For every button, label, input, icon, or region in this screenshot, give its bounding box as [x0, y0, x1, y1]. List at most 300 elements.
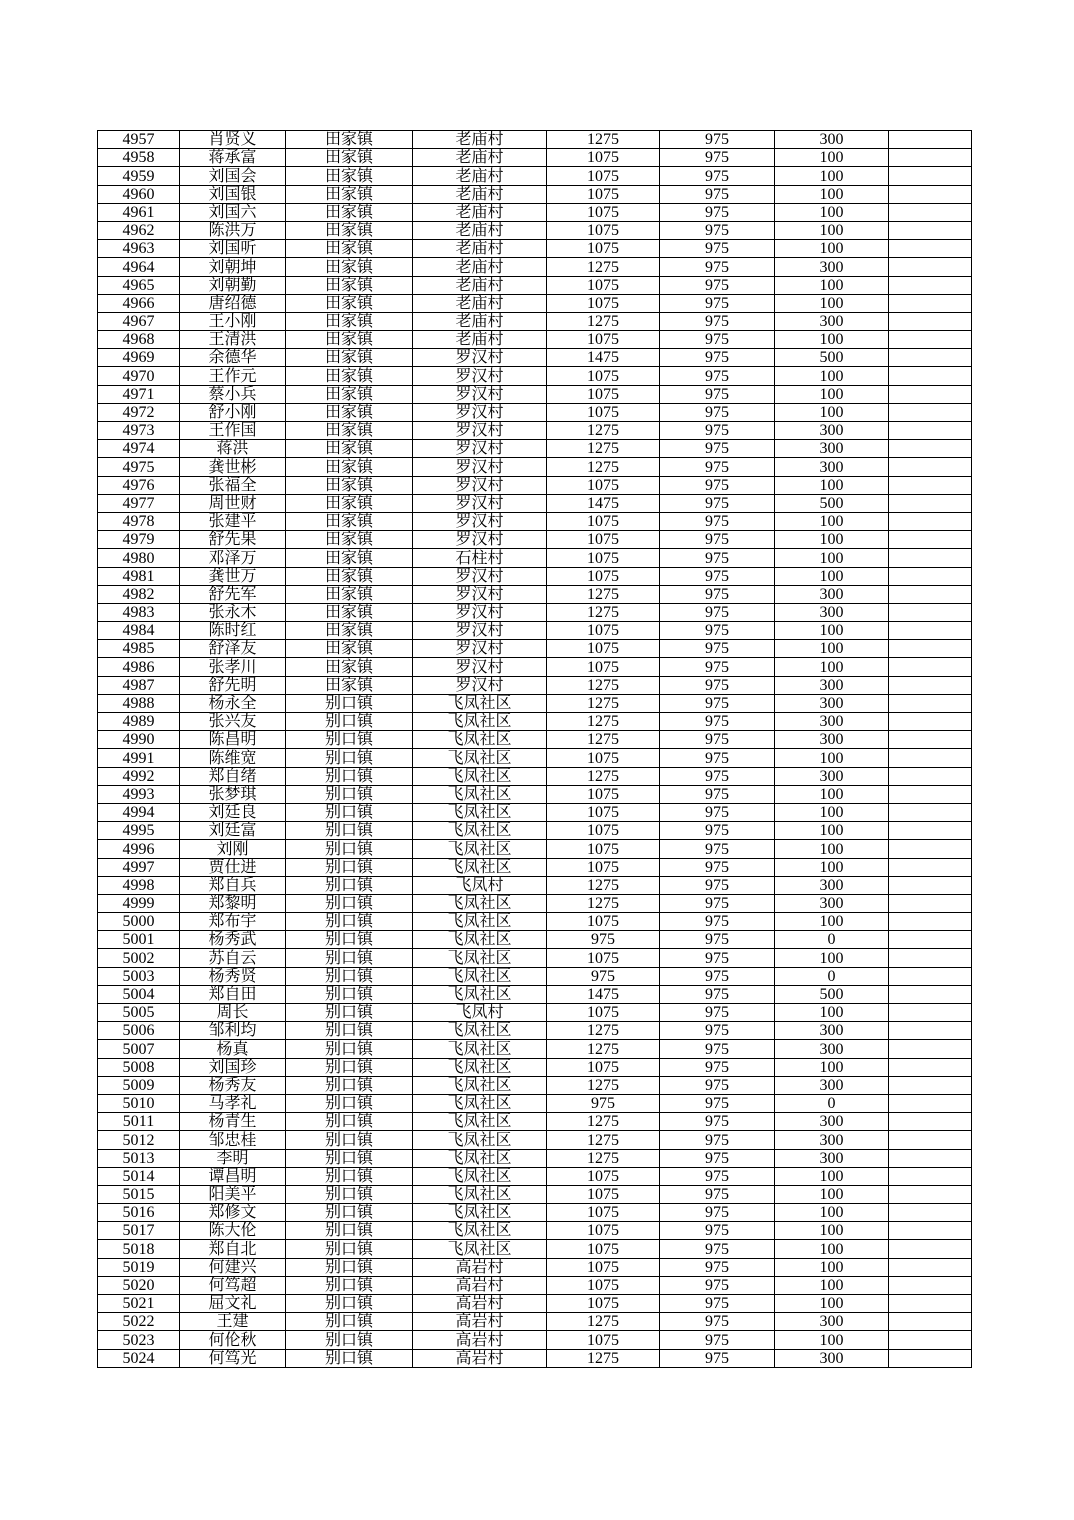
remark-cell [889, 876, 972, 894]
remark-cell [889, 658, 972, 676]
amount-base-cell: 975 [660, 985, 775, 1003]
amount-total-cell: 1075 [547, 531, 660, 549]
name-cell: 龚世彬 [180, 458, 286, 476]
row-number-cell: 5012 [98, 1131, 180, 1149]
name-cell: 周世财 [180, 494, 286, 512]
village-cell: 罗汉村 [413, 349, 547, 367]
row-number-cell: 5017 [98, 1222, 180, 1240]
town-cell: 田家镇 [286, 549, 413, 567]
amount-total-cell: 1275 [547, 1149, 660, 1167]
amount-difference-cell: 300 [775, 1149, 889, 1167]
village-cell: 老庙村 [413, 131, 547, 149]
amount-base-cell: 975 [660, 1185, 775, 1203]
table-row [98, 1331, 972, 1349]
remark-cell [889, 1313, 972, 1331]
village-cell: 高岩村 [413, 1349, 547, 1367]
remark-cell [889, 385, 972, 403]
table-row [98, 185, 972, 203]
town-cell: 别口镇 [286, 913, 413, 931]
village-cell: 罗汉村 [413, 603, 547, 621]
name-cell: 谭昌明 [180, 1167, 286, 1185]
name-cell: 龚世万 [180, 567, 286, 585]
table-row [98, 549, 972, 567]
town-cell: 田家镇 [286, 422, 413, 440]
amount-total-cell: 1075 [547, 567, 660, 585]
amount-difference-cell: 100 [775, 1204, 889, 1222]
remark-cell [889, 1131, 972, 1149]
amount-total-cell: 1075 [547, 1185, 660, 1203]
table-row [98, 749, 972, 767]
town-cell: 别口镇 [286, 749, 413, 767]
row-number-cell: 5018 [98, 1240, 180, 1258]
amount-base-cell: 975 [660, 622, 775, 640]
row-number-cell: 4994 [98, 803, 180, 821]
town-cell: 别口镇 [286, 785, 413, 803]
name-cell: 屈文礼 [180, 1295, 286, 1313]
town-cell: 田家镇 [286, 349, 413, 367]
row-number-cell: 5004 [98, 985, 180, 1003]
row-number-cell: 5006 [98, 1022, 180, 1040]
town-cell: 别口镇 [286, 1204, 413, 1222]
town-cell: 别口镇 [286, 840, 413, 858]
town-cell: 别口镇 [286, 1167, 413, 1185]
remark-cell [889, 913, 972, 931]
remark-cell [889, 1258, 972, 1276]
remark-cell [889, 1058, 972, 1076]
village-cell: 飞凤社区 [413, 803, 547, 821]
table-row [98, 1076, 972, 1094]
village-cell: 高岩村 [413, 1276, 547, 1294]
amount-base-cell: 975 [660, 676, 775, 694]
amount-difference-cell: 500 [775, 349, 889, 367]
amount-total-cell: 1075 [547, 822, 660, 840]
row-number-cell: 4972 [98, 403, 180, 421]
name-cell: 李明 [180, 1149, 286, 1167]
remark-cell [889, 258, 972, 276]
row-number-cell: 5005 [98, 1004, 180, 1022]
amount-base-cell: 975 [660, 531, 775, 549]
town-cell: 别口镇 [286, 931, 413, 949]
amount-difference-cell: 100 [775, 512, 889, 530]
name-cell: 陈大伦 [180, 1222, 286, 1240]
amount-difference-cell: 300 [775, 258, 889, 276]
name-cell: 何建兴 [180, 1258, 286, 1276]
name-cell: 陈洪万 [180, 221, 286, 239]
village-cell: 罗汉村 [413, 494, 547, 512]
village-cell: 老庙村 [413, 149, 547, 167]
table-row [98, 240, 972, 258]
amount-total-cell: 975 [547, 1094, 660, 1112]
town-cell: 田家镇 [286, 531, 413, 549]
row-number-cell: 4988 [98, 694, 180, 712]
row-number-cell: 4964 [98, 258, 180, 276]
name-cell: 郑黎明 [180, 894, 286, 912]
town-cell: 别口镇 [286, 1276, 413, 1294]
town-cell: 别口镇 [286, 1058, 413, 1076]
row-number-cell: 4999 [98, 894, 180, 912]
row-number-cell: 4984 [98, 622, 180, 640]
amount-total-cell: 1075 [547, 1222, 660, 1240]
row-number-cell: 5019 [98, 1258, 180, 1276]
table-row [98, 585, 972, 603]
amount-base-cell: 975 [660, 1295, 775, 1313]
row-number-cell: 4978 [98, 512, 180, 530]
amount-base-cell: 975 [660, 294, 775, 312]
amount-difference-cell: 100 [775, 949, 889, 967]
remark-cell [889, 1094, 972, 1112]
amount-total-cell: 1275 [547, 767, 660, 785]
remark-cell [889, 149, 972, 167]
name-cell: 郑布宇 [180, 913, 286, 931]
amount-difference-cell: 100 [775, 840, 889, 858]
row-number-cell: 4976 [98, 476, 180, 494]
name-cell: 肖贤义 [180, 131, 286, 149]
town-cell: 田家镇 [286, 312, 413, 330]
amount-difference-cell: 300 [775, 676, 889, 694]
remark-cell [889, 549, 972, 567]
town-cell: 田家镇 [286, 676, 413, 694]
amount-total-cell: 1075 [547, 1204, 660, 1222]
name-cell: 邹忠桂 [180, 1131, 286, 1149]
name-cell: 刘廷富 [180, 822, 286, 840]
name-cell: 刘国会 [180, 167, 286, 185]
table-row [98, 476, 972, 494]
town-cell: 田家镇 [286, 585, 413, 603]
amount-base-cell: 975 [660, 440, 775, 458]
table-row [98, 985, 972, 1003]
amount-base-cell: 975 [660, 476, 775, 494]
row-number-cell: 4970 [98, 367, 180, 385]
amount-difference-cell: 100 [775, 294, 889, 312]
village-cell: 飞凤社区 [413, 1149, 547, 1167]
village-cell: 飞凤社区 [413, 1022, 547, 1040]
amount-base-cell: 975 [660, 494, 775, 512]
amount-total-cell: 1275 [547, 713, 660, 731]
amount-base-cell: 975 [660, 713, 775, 731]
amount-base-cell: 975 [660, 749, 775, 767]
amount-base-cell: 975 [660, 785, 775, 803]
row-number-cell: 4995 [98, 822, 180, 840]
row-number-cell: 4967 [98, 312, 180, 330]
name-cell: 杨真 [180, 1040, 286, 1058]
table-row [98, 440, 972, 458]
row-number-cell: 4963 [98, 240, 180, 258]
amount-total-cell: 1075 [547, 331, 660, 349]
town-cell: 别口镇 [286, 1076, 413, 1094]
row-number-cell: 4991 [98, 749, 180, 767]
amount-base-cell: 975 [660, 349, 775, 367]
table-row [98, 676, 972, 694]
amount-total-cell: 1075 [547, 949, 660, 967]
village-cell: 飞凤社区 [413, 1204, 547, 1222]
name-cell: 张永木 [180, 603, 286, 621]
amount-base-cell: 975 [660, 1076, 775, 1094]
village-cell: 飞凤社区 [413, 822, 547, 840]
table-row [98, 167, 972, 185]
row-number-cell: 5016 [98, 1204, 180, 1222]
amount-total-cell: 1075 [547, 658, 660, 676]
row-number-cell: 5011 [98, 1113, 180, 1131]
name-cell: 周长 [180, 1004, 286, 1022]
remark-cell [889, 1040, 972, 1058]
remark-cell [889, 1185, 972, 1203]
amount-total-cell: 1075 [547, 1276, 660, 1294]
town-cell: 田家镇 [286, 385, 413, 403]
amount-total-cell: 1075 [547, 1240, 660, 1258]
remark-cell [889, 422, 972, 440]
remark-cell [889, 185, 972, 203]
remark-cell [889, 985, 972, 1003]
table-row [98, 1240, 972, 1258]
town-cell: 田家镇 [286, 149, 413, 167]
amount-difference-cell: 100 [775, 1276, 889, 1294]
amount-total-cell: 1075 [547, 913, 660, 931]
town-cell: 别口镇 [286, 1094, 413, 1112]
name-cell: 何伦秋 [180, 1331, 286, 1349]
town-cell: 田家镇 [286, 367, 413, 385]
amount-base-cell: 975 [660, 567, 775, 585]
town-cell: 田家镇 [286, 331, 413, 349]
remark-cell [889, 512, 972, 530]
amount-difference-cell: 300 [775, 1349, 889, 1367]
remark-cell [889, 1331, 972, 1349]
town-cell: 田家镇 [286, 640, 413, 658]
amount-difference-cell: 100 [775, 1004, 889, 1022]
town-cell: 田家镇 [286, 658, 413, 676]
amount-base-cell: 975 [660, 1222, 775, 1240]
town-cell: 别口镇 [286, 1040, 413, 1058]
amount-base-cell: 975 [660, 858, 775, 876]
name-cell: 刘国珍 [180, 1058, 286, 1076]
amount-difference-cell: 100 [775, 1222, 889, 1240]
amount-base-cell: 975 [660, 185, 775, 203]
amount-difference-cell: 100 [775, 622, 889, 640]
name-cell: 郑自田 [180, 985, 286, 1003]
town-cell: 田家镇 [286, 167, 413, 185]
town-cell: 田家镇 [286, 403, 413, 421]
table-row [98, 458, 972, 476]
amount-base-cell: 975 [660, 422, 775, 440]
amount-total-cell: 1075 [547, 840, 660, 858]
amount-difference-cell: 100 [775, 567, 889, 585]
table-row [98, 931, 972, 949]
name-cell: 刘刚 [180, 840, 286, 858]
amount-base-cell: 975 [660, 894, 775, 912]
table-row [98, 713, 972, 731]
village-cell: 飞凤村 [413, 876, 547, 894]
row-number-cell: 4971 [98, 385, 180, 403]
row-number-cell: 4979 [98, 531, 180, 549]
village-cell: 飞凤社区 [413, 694, 547, 712]
table-row [98, 840, 972, 858]
name-cell: 舒先军 [180, 585, 286, 603]
amount-base-cell: 975 [660, 221, 775, 239]
amount-base-cell: 975 [660, 131, 775, 149]
row-number-cell: 4980 [98, 549, 180, 567]
amount-total-cell: 1275 [547, 312, 660, 330]
table-row [98, 731, 972, 749]
table-row [98, 622, 972, 640]
row-number-cell: 4959 [98, 167, 180, 185]
town-cell: 别口镇 [286, 1131, 413, 1149]
town-cell: 田家镇 [286, 458, 413, 476]
village-cell: 罗汉村 [413, 367, 547, 385]
town-cell: 田家镇 [286, 185, 413, 203]
town-cell: 田家镇 [286, 494, 413, 512]
village-cell: 罗汉村 [413, 585, 547, 603]
amount-base-cell: 975 [660, 1313, 775, 1331]
village-cell: 飞凤社区 [413, 1240, 547, 1258]
village-cell: 飞凤社区 [413, 785, 547, 803]
amount-difference-cell: 0 [775, 1094, 889, 1112]
remark-cell [889, 349, 972, 367]
amount-base-cell: 975 [660, 694, 775, 712]
amount-total-cell: 1275 [547, 731, 660, 749]
village-cell: 飞凤社区 [413, 931, 547, 949]
table-row [98, 203, 972, 221]
name-cell: 何笃光 [180, 1349, 286, 1367]
table-row [98, 1131, 972, 1149]
name-cell: 陈时红 [180, 622, 286, 640]
amount-difference-cell: 300 [775, 422, 889, 440]
table-row [98, 1113, 972, 1131]
table-row [98, 603, 972, 621]
village-cell: 飞凤村 [413, 1004, 547, 1022]
amount-difference-cell: 100 [775, 331, 889, 349]
amount-base-cell: 975 [660, 149, 775, 167]
row-number-cell: 4989 [98, 713, 180, 731]
village-cell: 罗汉村 [413, 458, 547, 476]
town-cell: 别口镇 [286, 1113, 413, 1131]
amount-difference-cell: 100 [775, 240, 889, 258]
village-cell: 飞凤社区 [413, 894, 547, 912]
amount-total-cell: 1075 [547, 476, 660, 494]
remark-cell [889, 131, 972, 149]
name-cell: 蒋洪 [180, 440, 286, 458]
name-cell: 刘朝坤 [180, 258, 286, 276]
row-number-cell: 4974 [98, 440, 180, 458]
remark-cell [889, 822, 972, 840]
name-cell: 蔡小兵 [180, 385, 286, 403]
name-cell: 舒泽友 [180, 640, 286, 658]
name-cell: 张梦琪 [180, 785, 286, 803]
data-table [97, 130, 972, 1368]
amount-total-cell: 1275 [547, 603, 660, 621]
town-cell: 别口镇 [286, 1258, 413, 1276]
row-number-cell: 4993 [98, 785, 180, 803]
remark-cell [889, 767, 972, 785]
table-row [98, 1004, 972, 1022]
remark-cell [889, 1295, 972, 1313]
village-cell: 飞凤社区 [413, 767, 547, 785]
remark-cell [889, 967, 972, 985]
amount-difference-cell: 100 [775, 785, 889, 803]
table-row [98, 876, 972, 894]
table-row [98, 1313, 972, 1331]
remark-cell [889, 749, 972, 767]
remark-cell [889, 294, 972, 312]
village-cell: 高岩村 [413, 1258, 547, 1276]
amount-total-cell: 1275 [547, 585, 660, 603]
amount-total-cell: 1075 [547, 1258, 660, 1276]
town-cell: 别口镇 [286, 731, 413, 749]
name-cell: 王作国 [180, 422, 286, 440]
table-row [98, 494, 972, 512]
name-cell: 张建平 [180, 512, 286, 530]
amount-base-cell: 975 [660, 458, 775, 476]
village-cell: 飞凤社区 [413, 858, 547, 876]
amount-total-cell: 1075 [547, 385, 660, 403]
amount-base-cell: 975 [660, 1058, 775, 1076]
amount-difference-cell: 100 [775, 167, 889, 185]
village-cell: 飞凤社区 [413, 1076, 547, 1094]
remark-cell [889, 494, 972, 512]
town-cell: 别口镇 [286, 858, 413, 876]
amount-difference-cell: 300 [775, 876, 889, 894]
amount-base-cell: 975 [660, 1040, 775, 1058]
amount-total-cell: 1075 [547, 1331, 660, 1349]
amount-difference-cell: 300 [775, 1040, 889, 1058]
village-cell: 老庙村 [413, 240, 547, 258]
amount-base-cell: 975 [660, 822, 775, 840]
row-number-cell: 5021 [98, 1295, 180, 1313]
table-row [98, 349, 972, 367]
village-cell: 高岩村 [413, 1295, 547, 1313]
table-row [98, 531, 972, 549]
amount-base-cell: 975 [660, 731, 775, 749]
town-cell: 别口镇 [286, 694, 413, 712]
amount-total-cell: 1075 [547, 367, 660, 385]
amount-total-cell: 1275 [547, 440, 660, 458]
row-number-cell: 4961 [98, 203, 180, 221]
town-cell: 田家镇 [286, 221, 413, 239]
table-row [98, 149, 972, 167]
town-cell: 田家镇 [286, 440, 413, 458]
remark-cell [889, 221, 972, 239]
table-row [98, 822, 972, 840]
row-number-cell: 5000 [98, 913, 180, 931]
town-cell: 别口镇 [286, 1185, 413, 1203]
amount-base-cell: 975 [660, 803, 775, 821]
row-number-cell: 4982 [98, 585, 180, 603]
amount-base-cell: 975 [660, 913, 775, 931]
row-number-cell: 4996 [98, 840, 180, 858]
town-cell: 田家镇 [286, 258, 413, 276]
town-cell: 别口镇 [286, 1240, 413, 1258]
town-cell: 别口镇 [286, 1149, 413, 1167]
town-cell: 别口镇 [286, 767, 413, 785]
amount-difference-cell: 0 [775, 967, 889, 985]
village-cell: 老庙村 [413, 203, 547, 221]
town-cell: 别口镇 [286, 967, 413, 985]
village-cell: 飞凤社区 [413, 1094, 547, 1112]
row-number-cell: 4983 [98, 603, 180, 621]
row-number-cell: 4985 [98, 640, 180, 658]
remark-cell [889, 167, 972, 185]
amount-difference-cell: 500 [775, 985, 889, 1003]
village-cell: 飞凤社区 [413, 1131, 547, 1149]
row-number-cell: 5023 [98, 1331, 180, 1349]
amount-total-cell: 1075 [547, 403, 660, 421]
town-cell: 别口镇 [286, 894, 413, 912]
remark-cell [889, 931, 972, 949]
row-number-cell: 5013 [98, 1149, 180, 1167]
town-cell: 田家镇 [286, 240, 413, 258]
amount-difference-cell: 300 [775, 767, 889, 785]
village-cell: 飞凤社区 [413, 949, 547, 967]
row-number-cell: 5010 [98, 1094, 180, 1112]
amount-base-cell: 975 [660, 1004, 775, 1022]
